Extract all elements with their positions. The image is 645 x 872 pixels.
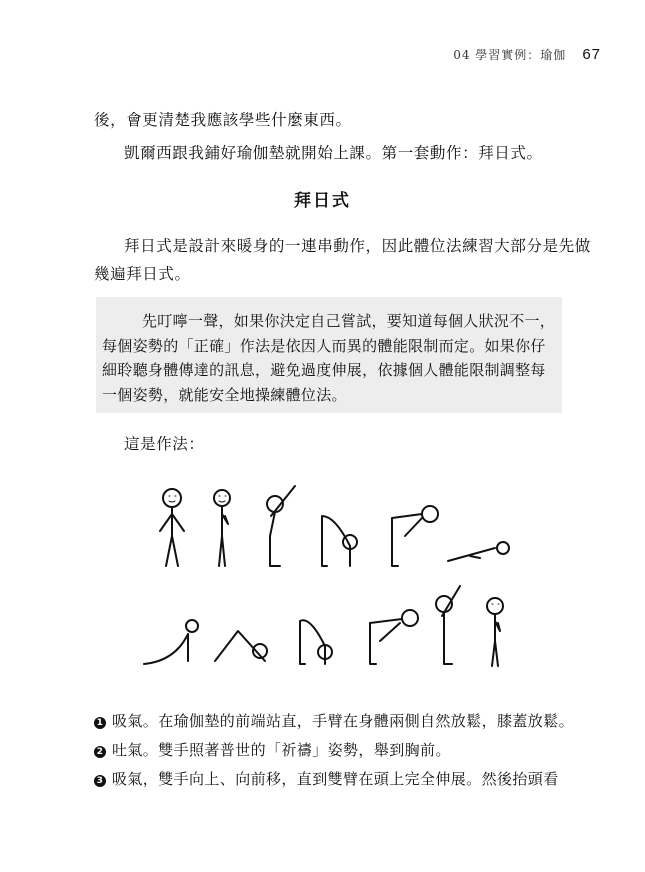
callout-line: 先叮嚀一聲，如果你決定自己嘗試，要知道每個人狀況不一， <box>142 312 556 330</box>
sun-salutation-illustration <box>130 476 530 676</box>
step-number: 2 <box>94 746 106 758</box>
step-number: 1 <box>94 717 106 729</box>
step-text: 吐氣。雙手照著普世的「祈禱」姿勢，舉到胸前。 <box>112 741 451 759</box>
pose-downward-dog <box>215 631 267 661</box>
pose-forward-fold-2 <box>300 620 332 664</box>
callout-line: 細聆聽身體傳達的訊息，避免過度伸展，依據個人體能限制調整每 <box>102 361 546 379</box>
step-item <box>94 768 559 789</box>
paragraph-start-class: 凱爾西跟我鋪好瑜伽墊就開始上課。第一套動作：拜日式。 <box>124 144 543 162</box>
pose-lunge <box>392 506 438 566</box>
step-number: 3 <box>94 775 106 787</box>
paragraph-continuation: 後，會更清楚我應該學些什麼東西。 <box>94 111 352 129</box>
paragraph-intro-line1: 拜日式是設計來暖身的一連串動作，因此體位法練習大部分是先做 <box>124 237 591 255</box>
callout-line: 每個姿勢的「正確」作法是依因人而異的體能限制而定。如果你仔 <box>102 336 546 355</box>
running-header <box>453 46 601 63</box>
callout-line: 一個姿勢，就能安全地操練體位法。 <box>102 385 347 404</box>
pose-lunge-2 <box>370 610 418 664</box>
step-item <box>94 739 451 760</box>
pose-upward-salute-2 <box>436 586 460 664</box>
instructions-intro: 這是作法： <box>124 435 205 453</box>
chapter-title: 04 學習實例：瑜伽 <box>453 48 567 62</box>
pose-forward-fold <box>322 516 357 566</box>
safety-callout <box>96 297 562 413</box>
page-number: 67 <box>582 46 601 63</box>
paragraph-intro-line2: 幾遍拜日式。 <box>94 265 191 283</box>
step-item <box>94 710 574 731</box>
pose-upward-salute <box>267 486 295 566</box>
section-heading: 拜日式 <box>294 191 351 211</box>
pose-standing <box>160 489 184 566</box>
step-text: 吸氣，雙手向上、向前移，直到雙臂在頭上完全伸展。然後抬頭看 <box>112 770 559 788</box>
pose-prayer-2 <box>487 598 503 666</box>
pose-plank <box>448 542 509 561</box>
step-text: 吸氣。在瑜伽墊的前端站直，手臂在身體兩側自然放鬆，膝蓋放鬆。 <box>112 712 575 730</box>
pose-cobra <box>144 620 198 664</box>
pose-prayer <box>214 490 230 566</box>
